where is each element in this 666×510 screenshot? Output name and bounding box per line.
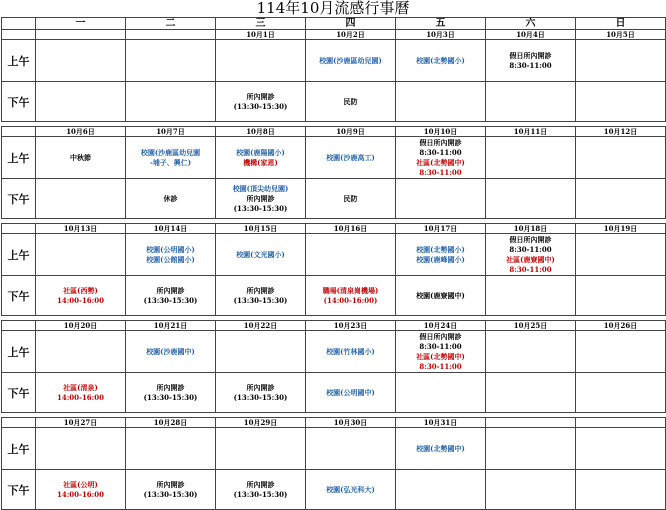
schedule-cell xyxy=(216,179,306,219)
schedule-cell xyxy=(36,331,126,373)
date-row xyxy=(2,127,666,137)
event-text: 所內開診 xyxy=(246,193,275,203)
schedule-cell xyxy=(576,428,666,470)
morning-label: 上午 xyxy=(2,331,36,373)
event-text: 所內開診 xyxy=(156,382,185,392)
schedule-cell xyxy=(576,179,666,219)
event-text: 所內開診 xyxy=(246,91,275,101)
schedule-cell xyxy=(216,331,306,373)
schedule-cell xyxy=(306,428,396,470)
event-text: 8:30-11:00 xyxy=(509,60,552,70)
event-text: 校園(沙鹿國中) xyxy=(146,346,195,356)
schedule-cell xyxy=(36,137,126,179)
date-cell: 10月16日 xyxy=(306,224,396,234)
schedule-cell xyxy=(576,40,666,82)
event-text: (13:30-15:30) xyxy=(143,489,198,499)
date-cell: 10月17日 xyxy=(396,224,486,234)
event-text: 機構(家恩) xyxy=(243,157,278,167)
date-cell: 10月7日 xyxy=(126,127,216,137)
date-row-corner xyxy=(2,30,36,40)
afternoon-row xyxy=(2,179,666,219)
weekday-header: 三 xyxy=(216,18,306,30)
event-text: 所內開診 xyxy=(246,285,275,295)
event-text: 校園(沙鹿高工) xyxy=(326,152,375,162)
schedule-cell xyxy=(126,40,216,82)
event-text: (13:30-15:30) xyxy=(233,295,288,305)
date-row xyxy=(2,418,666,428)
schedule-cell xyxy=(396,82,486,122)
schedule-cell xyxy=(216,82,306,122)
date-cell xyxy=(486,418,576,428)
date-cell: 10月5日 xyxy=(576,30,666,40)
schedule-cell xyxy=(486,373,576,413)
event-text: 校園(鹿峰國小) xyxy=(416,254,465,264)
schedule-cell xyxy=(36,40,126,82)
schedule-cell xyxy=(216,373,306,413)
date-cell: 10月20日 xyxy=(36,321,126,331)
event-text: 假日所內開診 xyxy=(419,331,462,341)
event-text: 8:30-11:00 xyxy=(419,341,462,351)
schedule-cell xyxy=(486,40,576,82)
event-text: (13:30-15:30) xyxy=(233,101,288,111)
schedule-cell xyxy=(486,137,576,179)
date-cell: 10月21日 xyxy=(126,321,216,331)
event-text: 假日所內開診 xyxy=(419,137,462,147)
date-cell xyxy=(576,418,666,428)
schedule-cell xyxy=(486,179,576,219)
schedule-cell xyxy=(306,276,396,316)
event-text: 校園(北勢國中) xyxy=(416,443,465,453)
morning-label: 上午 xyxy=(2,137,36,179)
date-cell: 10月3日 xyxy=(396,30,486,40)
event-text: 校園(鹿陽國小) xyxy=(236,147,285,157)
date-cell: 10月25日 xyxy=(486,321,576,331)
schedule-cell xyxy=(486,428,576,470)
event-text: 8:30-11:00 xyxy=(419,167,462,177)
date-cell: 10月15日 xyxy=(216,224,306,234)
afternoon-row xyxy=(2,470,666,510)
schedule-cell xyxy=(396,331,486,373)
afternoon-label: 下午 xyxy=(2,179,36,219)
schedule-cell xyxy=(306,470,396,510)
date-cell: 10月19日 xyxy=(576,224,666,234)
schedule-cell xyxy=(36,276,126,316)
event-text: 所內開診 xyxy=(246,479,275,489)
schedule-cell xyxy=(306,137,396,179)
schedule-cell xyxy=(36,373,126,413)
event-text: 8:30-11:00 xyxy=(509,264,552,274)
schedule-cell xyxy=(486,470,576,510)
event-text: 所內開診 xyxy=(246,382,275,392)
schedule-cell xyxy=(216,428,306,470)
schedule-cell xyxy=(576,331,666,373)
event-text: (14:00-16:00) xyxy=(323,295,378,305)
schedule-cell xyxy=(216,137,306,179)
date-cell: 10月22日 xyxy=(216,321,306,331)
date-cell: 10月12日 xyxy=(576,127,666,137)
event-text: 社區(西勢) xyxy=(63,285,98,295)
weekday-header: 四 xyxy=(306,18,396,30)
event-text: 民防 xyxy=(343,96,358,106)
event-text: 所內開診 xyxy=(156,285,185,295)
event-text: 中秋節 xyxy=(70,152,91,162)
event-text: 休診 xyxy=(163,193,178,203)
afternoon-label: 下午 xyxy=(2,82,36,122)
weekday-header: 六 xyxy=(486,18,576,30)
morning-row xyxy=(2,428,666,470)
calendar-body xyxy=(2,18,666,510)
schedule-cell xyxy=(36,234,126,276)
morning-row xyxy=(2,137,666,179)
event-text: 社區(鹿寮國中) xyxy=(506,254,555,264)
morning-label: 上午 xyxy=(2,234,36,276)
event-text: 校園(北勢國小) xyxy=(416,55,465,65)
schedule-cell xyxy=(126,137,216,179)
event-text: 社區(清泉) xyxy=(63,382,98,392)
event-text: 14:00-16:00 xyxy=(56,392,105,402)
date-cell: 10月1日 xyxy=(216,30,306,40)
weekday-header: 一 xyxy=(36,18,126,30)
afternoon-label: 下午 xyxy=(2,276,36,316)
afternoon-row xyxy=(2,82,666,122)
event-text: 社區(公明) xyxy=(63,479,98,489)
schedule-cell xyxy=(576,137,666,179)
schedule-cell xyxy=(396,40,486,82)
schedule-cell xyxy=(126,234,216,276)
schedule-cell xyxy=(486,82,576,122)
event-text: -埔子、興仁) xyxy=(149,157,192,167)
date-cell: 10月14日 xyxy=(126,224,216,234)
morning-label: 上午 xyxy=(2,40,36,82)
event-text: (13:30-15:30) xyxy=(233,392,288,402)
event-text: 14:00-16:00 xyxy=(56,489,105,499)
event-text: (13:30-15:30) xyxy=(143,392,198,402)
event-text: 校園(鹿寮國中) xyxy=(416,290,465,300)
event-text: 民防 xyxy=(343,193,358,203)
schedule-cell xyxy=(306,82,396,122)
date-cell: 10月13日 xyxy=(36,224,126,234)
schedule-cell xyxy=(126,82,216,122)
schedule-cell xyxy=(306,373,396,413)
event-text: 校園(公館國小) xyxy=(146,254,195,264)
date-cell xyxy=(126,30,216,40)
schedule-cell xyxy=(306,331,396,373)
date-cell: 10月24日 xyxy=(396,321,486,331)
schedule-cell xyxy=(396,276,486,316)
afternoon-label: 下午 xyxy=(2,470,36,510)
schedule-cell xyxy=(396,179,486,219)
date-cell: 10月9日 xyxy=(306,127,396,137)
date-row-corner xyxy=(2,321,36,331)
event-text: 校園(北勢國小) xyxy=(416,244,465,254)
event-text: 所內開診 xyxy=(156,479,185,489)
date-cell: 10月29日 xyxy=(216,418,306,428)
schedule-cell xyxy=(576,276,666,316)
event-text: (13:30-15:30) xyxy=(233,489,288,499)
event-text: 校園(文光國小) xyxy=(236,249,285,259)
event-text: 社區(北勢國中) xyxy=(416,157,465,167)
weekday-header: 五 xyxy=(396,18,486,30)
date-cell: 10月6日 xyxy=(36,127,126,137)
schedule-cell xyxy=(576,82,666,122)
event-text: (13:30-15:30) xyxy=(143,295,198,305)
event-text: 校園(沙鹿區幼兒園) xyxy=(319,55,382,65)
weekday-header-row xyxy=(2,18,666,30)
schedule-cell xyxy=(576,470,666,510)
date-row xyxy=(2,321,666,331)
event-text: 校園(弘光科大) xyxy=(326,484,375,494)
event-text: 職場(清泉崗機場) xyxy=(322,285,379,295)
date-row-corner xyxy=(2,418,36,428)
event-text: 假日所內開診 xyxy=(509,234,552,244)
date-cell: 10月2日 xyxy=(306,30,396,40)
date-row-corner xyxy=(2,127,36,137)
event-text: 8:30-11:00 xyxy=(509,244,552,254)
morning-row xyxy=(2,234,666,276)
schedule-cell xyxy=(486,276,576,316)
date-cell: 10月27日 xyxy=(36,418,126,428)
schedule-cell xyxy=(306,179,396,219)
schedule-cell xyxy=(396,470,486,510)
schedule-cell xyxy=(396,234,486,276)
date-cell: 10月11日 xyxy=(486,127,576,137)
schedule-cell xyxy=(216,276,306,316)
date-cell: 10月30日 xyxy=(306,418,396,428)
schedule-cell xyxy=(396,428,486,470)
schedule-cell xyxy=(396,137,486,179)
schedule-cell xyxy=(396,373,486,413)
schedule-cell xyxy=(576,234,666,276)
schedule-cell xyxy=(216,234,306,276)
header-corner xyxy=(2,18,36,30)
schedule-cell xyxy=(216,470,306,510)
date-cell: 10月10日 xyxy=(396,127,486,137)
event-text: 假日所內開診 xyxy=(509,50,552,60)
weekday-header: 日 xyxy=(576,18,666,30)
event-text: 社區(北勢國中) xyxy=(416,351,465,361)
event-text: 8:30-11:00 xyxy=(419,361,462,371)
event-text: 14:00-16:00 xyxy=(56,295,105,305)
date-cell: 10月26日 xyxy=(576,321,666,331)
schedule-cell xyxy=(306,234,396,276)
schedule-cell xyxy=(126,373,216,413)
schedule-cell xyxy=(36,179,126,219)
weekday-header: 二 xyxy=(126,18,216,30)
date-cell: 10月31日 xyxy=(396,418,486,428)
morning-row xyxy=(2,331,666,373)
schedule-cell xyxy=(126,331,216,373)
event-text: 校園(公明國小) xyxy=(146,244,195,254)
date-cell: 10月28日 xyxy=(126,418,216,428)
schedule-cell xyxy=(126,428,216,470)
schedule-cell xyxy=(126,276,216,316)
date-cell: 10月23日 xyxy=(306,321,396,331)
event-text: 校園(公明國中) xyxy=(326,387,375,397)
morning-row xyxy=(2,40,666,82)
schedule-cell xyxy=(576,373,666,413)
event-text: 校園(頂尖幼兒園) xyxy=(232,183,289,193)
afternoon-row xyxy=(2,373,666,413)
event-text: (13:30-15:30) xyxy=(233,203,288,213)
calendar-grid xyxy=(1,17,666,510)
event-text: 8:30-11:00 xyxy=(419,147,462,157)
afternoon-row xyxy=(2,276,666,316)
date-row xyxy=(2,30,666,40)
date-row xyxy=(2,224,666,234)
event-text: 校園(竹林國小) xyxy=(326,346,375,356)
schedule-cell xyxy=(486,234,576,276)
morning-label: 上午 xyxy=(2,428,36,470)
schedule-cell xyxy=(126,179,216,219)
schedule-cell xyxy=(216,40,306,82)
schedule-cell xyxy=(36,428,126,470)
schedule-cell xyxy=(36,470,126,510)
calendar-title: 114年10月流感行事曆 xyxy=(256,0,410,17)
schedule-cell xyxy=(486,331,576,373)
event-text: 校園(沙鹿區幼兒園 xyxy=(140,147,201,157)
schedule-cell xyxy=(36,82,126,122)
date-cell xyxy=(36,30,126,40)
afternoon-label: 下午 xyxy=(2,373,36,413)
date-cell: 10月4日 xyxy=(486,30,576,40)
date-cell: 10月18日 xyxy=(486,224,576,234)
date-row-corner xyxy=(2,224,36,234)
schedule-cell xyxy=(126,470,216,510)
date-cell: 10月8日 xyxy=(216,127,306,137)
schedule-cell xyxy=(306,40,396,82)
